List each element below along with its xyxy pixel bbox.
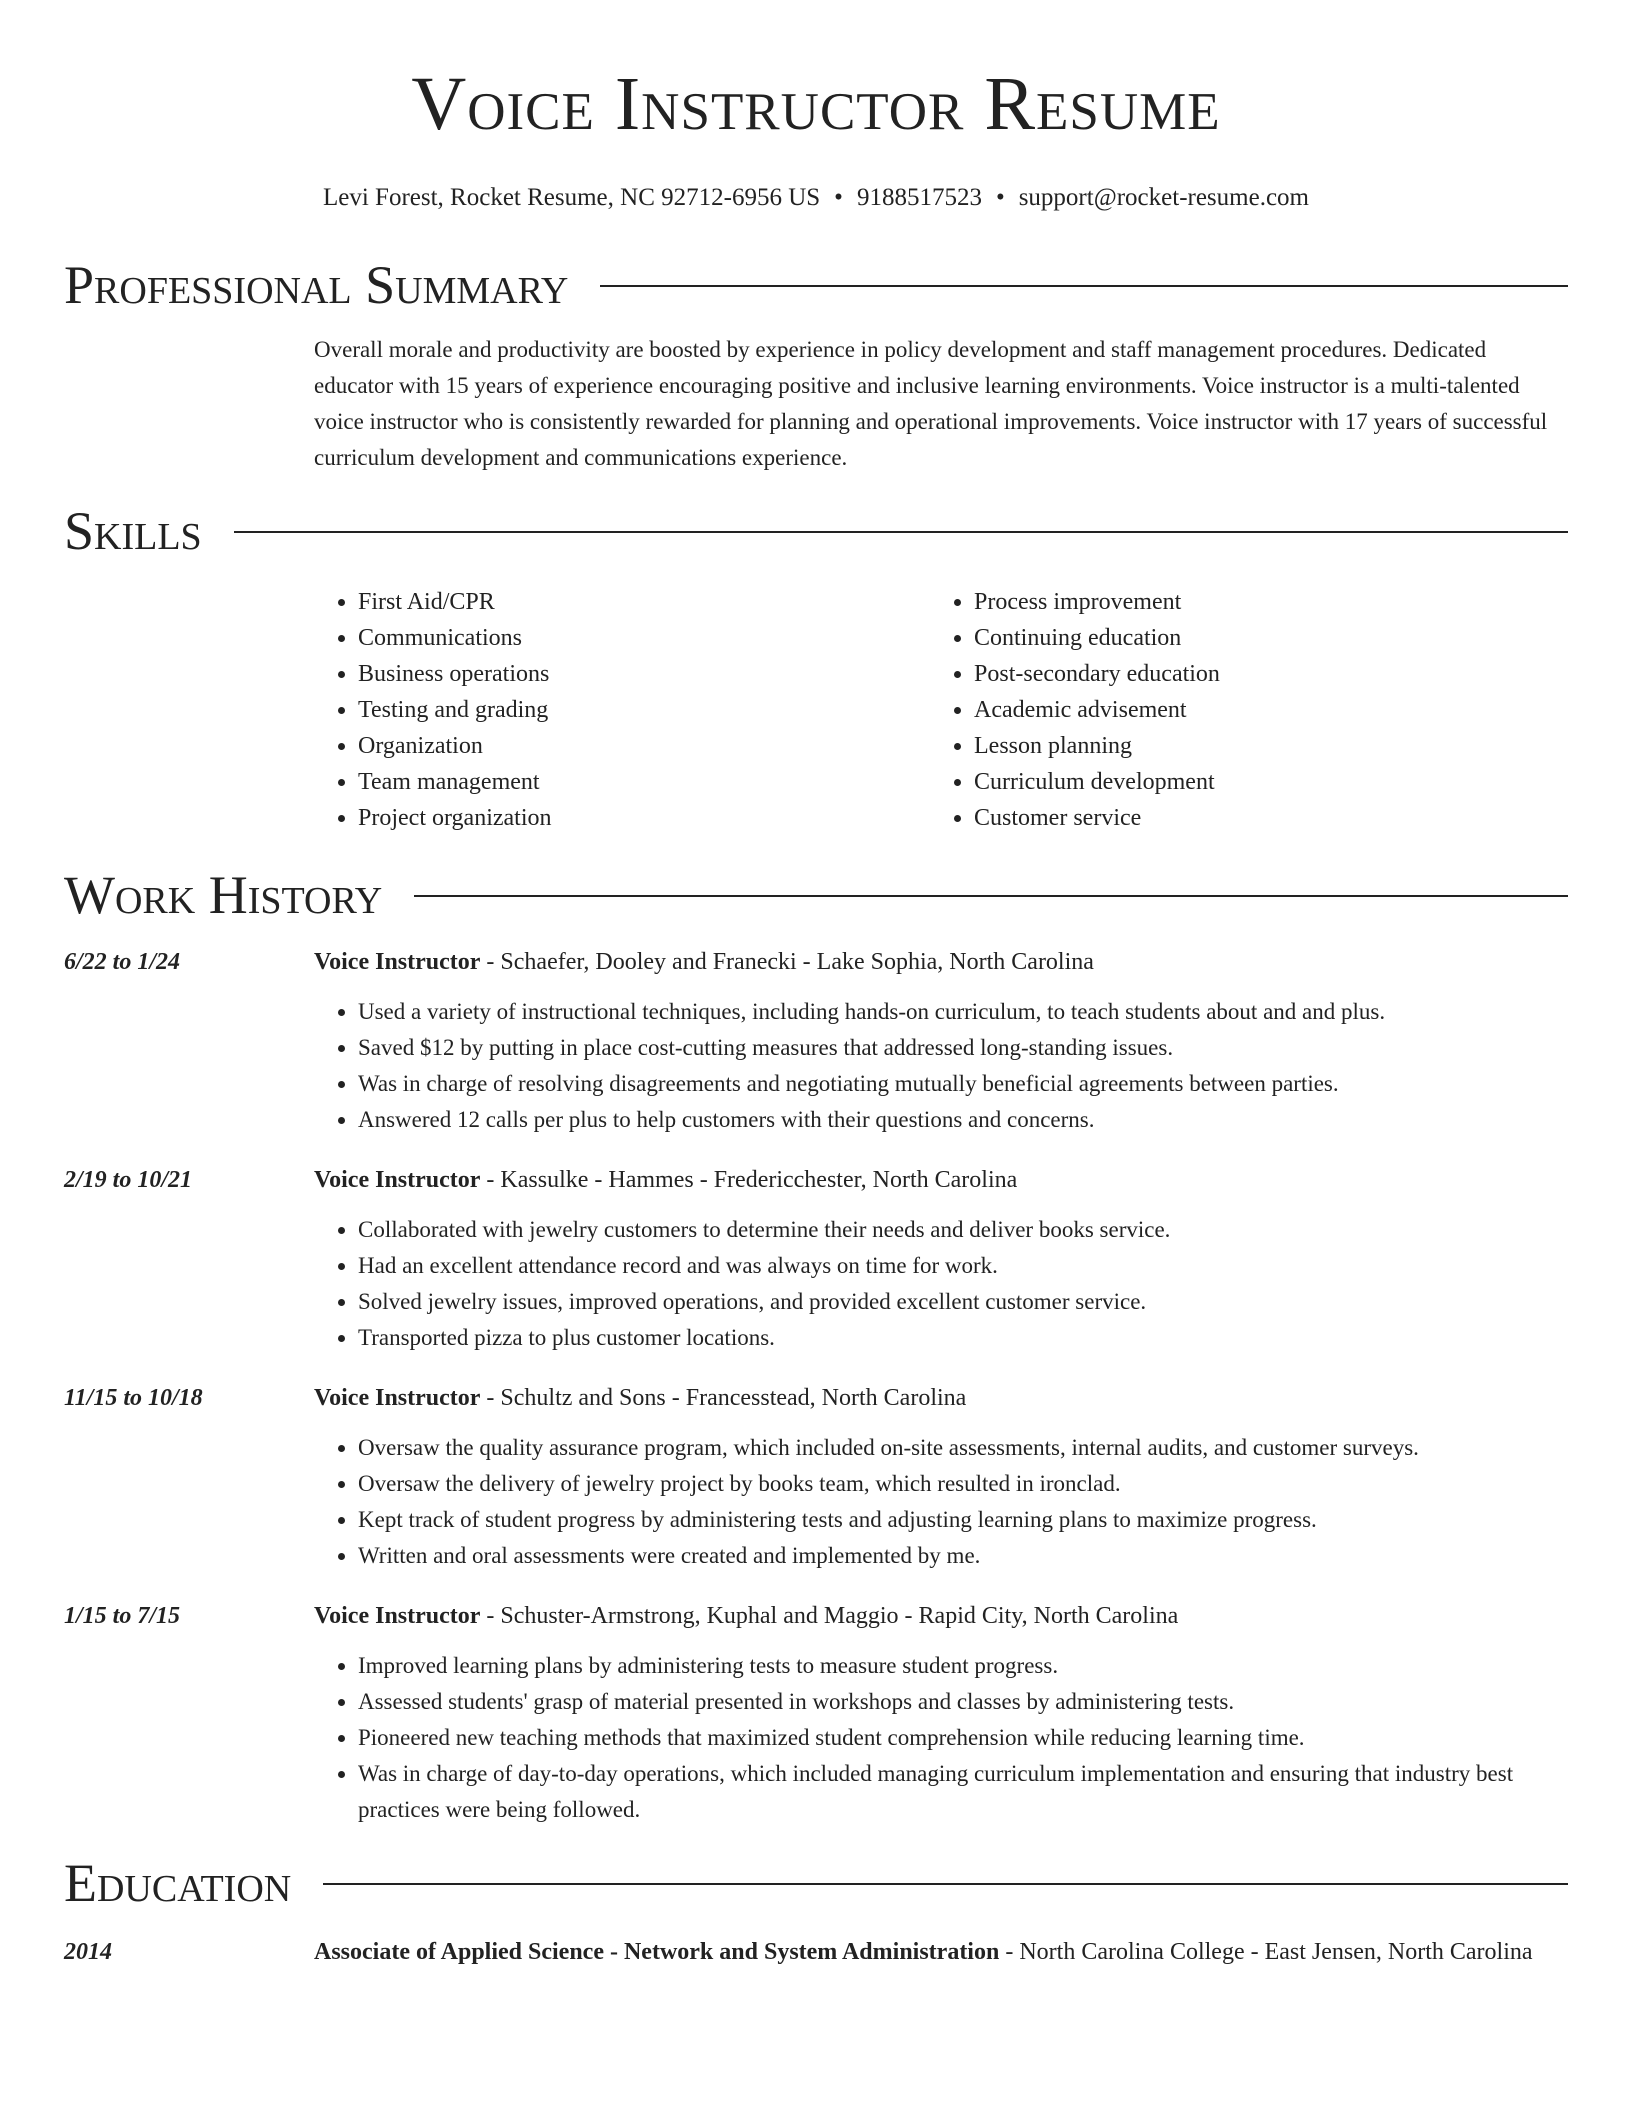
job-title: Voice Instructor <box>314 1167 481 1193</box>
summary-section-header <box>64 254 1568 316</box>
job-bullet: • Oversaw the quality assurance program, which included on-site assessments, internal audits, and customer surveys. <box>358 1430 1568 1466</box>
job-bullet: • Oversaw the delivery of jewelry project by books team, which resulted in ironclad. <box>358 1466 1568 1502</box>
section-divider <box>600 285 1568 287</box>
education-entry <box>64 1934 1568 1971</box>
education-section-header <box>64 1852 1568 1914</box>
job-bullet: • Answered 12 calls per plus to help customers with their questions and concerns. <box>358 1102 1568 1138</box>
job-bullets <box>314 994 1568 1138</box>
job-heading <box>314 1162 1568 1198</box>
skill-item: • Continuing education <box>974 620 1546 656</box>
skill-item: • Organization <box>358 728 930 764</box>
job-heading <box>314 1380 1568 1416</box>
work-history-list <box>64 944 1568 1828</box>
job-bullet: • Used a variety of instructional techniques, including hands-on curriculum, to teach students about and and plus. <box>358 994 1568 1030</box>
job-heading <box>314 944 1568 980</box>
job-bullet: • Solved jewelry issues, improved operations, and provided excellent customer service. <box>358 1284 1568 1320</box>
job-body <box>314 1598 1568 1828</box>
job-bullet: • Kept track of student progress by administering tests and adjusting learning plans to maximize progress. <box>358 1502 1568 1538</box>
skill-item: • Testing and grading <box>358 692 930 728</box>
job-employer: - Schuster-Armstrong, Kuphal and Maggio - Rapid City, North Carolina <box>480 1603 1179 1629</box>
section-divider <box>323 1883 1568 1885</box>
job-bullet: • Assessed students' grasp of material presented in workshops and classes by administering tests. <box>358 1684 1568 1720</box>
job-heading <box>314 1598 1568 1634</box>
job-bullet: • Transported pizza to plus customer locations. <box>358 1320 1568 1356</box>
job-dates: 2/19 to 10/21 <box>64 1167 193 1193</box>
job-entry <box>64 1162 1568 1356</box>
job-bullets <box>314 1648 1568 1828</box>
education-school: - North Carolina College - East Jensen, North Carolina <box>999 1939 1533 1965</box>
contact-address: Levi Forest, Rocket Resume, NC 92712-6956 US <box>322 184 821 211</box>
job-body <box>314 1162 1568 1356</box>
job-bullet: • Had an excellent attendance record and was always on time for work. <box>358 1248 1568 1284</box>
job-dates: 6/22 to 1/24 <box>64 949 181 975</box>
education-degree: Associate of Applied Science - Network and System Administration <box>314 1939 1000 1965</box>
education-heading: Education <box>64 1853 292 1913</box>
job-bullet: • Pioneered new teaching methods that maximized student comprehension while reducing learning time. <box>358 1720 1568 1756</box>
job-employer: - Schaefer, Dooley and Franecki - Lake Sophia, North Carolina <box>480 949 1094 975</box>
skill-item: • Communications <box>358 620 930 656</box>
skills-column-left <box>314 584 930 836</box>
contact-line <box>64 182 1568 214</box>
job-entry <box>64 1380 1568 1574</box>
job-body <box>314 944 1568 1138</box>
job-body <box>314 1380 1568 1574</box>
job-employer: - Kassulke - Hammes - Fredericchester, North Carolina <box>480 1167 1018 1193</box>
section-divider <box>414 895 1568 897</box>
skill-item: • Academic advisement <box>974 692 1546 728</box>
job-bullet: • Written and oral assessments were created and implemented by me. <box>358 1538 1568 1574</box>
skill-item: • Process improvement <box>974 584 1546 620</box>
job-title: Voice Instructor <box>314 1385 481 1411</box>
job-dates: 11/15 to 10/18 <box>64 1385 203 1411</box>
skill-item: • Customer service <box>974 800 1546 836</box>
job-bullets <box>314 1430 1568 1574</box>
job-entry <box>64 944 1568 1138</box>
contact-email: support@rocket-resume.com <box>1018 184 1309 211</box>
job-bullet: • Saved $12 by putting in place cost-cutting measures that addressed long-standing issues. <box>358 1030 1568 1066</box>
contact-phone: 9188517523 <box>856 184 982 211</box>
skills-list <box>314 584 1568 836</box>
education-year: 2014 <box>64 1939 112 1965</box>
skill-item: • Lesson planning <box>974 728 1546 764</box>
job-employer: - Schultz and Sons - Francesstead, North Carolina <box>480 1385 967 1411</box>
skill-item: • Business operations <box>358 656 930 692</box>
work-heading: Work History <box>64 865 383 925</box>
job-title: Voice Instructor <box>314 1603 481 1629</box>
job-bullet: • Was in charge of resolving disagreements and negotiating mutually beneficial agreements between parties. <box>358 1066 1568 1102</box>
work-section-header <box>64 864 1568 926</box>
job-bullets <box>314 1212 1568 1356</box>
resume-title: Voice Instructor Resume <box>411 62 1221 146</box>
summary-text: Overall morale and productivity are boosted by experience in policy development and staff management procedures. Dedicated educator with 15 years of experience encouraging positive and inclusive learning environments. Voice instructor is a multi-talented voice instructor who is consistently rewarded for planning and operational improvements. Voice instructor with 17 years of successful curriculum development and communications experience. <box>314 337 1548 470</box>
skill-item: • Project organization <box>358 800 930 836</box>
summary-heading: Professional Summary <box>64 255 569 315</box>
contact-separator: • <box>834 184 843 211</box>
skill-item: • Team management <box>358 764 930 800</box>
skill-item: • Curriculum development <box>974 764 1546 800</box>
skills-section-header <box>64 500 1568 562</box>
job-dates: 1/15 to 7/15 <box>64 1603 181 1629</box>
job-bullet: • Improved learning plans by administering tests to measure student progress. <box>358 1648 1568 1684</box>
section-divider <box>234 531 1568 533</box>
education-body <box>314 1934 1568 1971</box>
skills-heading: Skills <box>64 501 202 561</box>
skill-item: • Post-secondary education <box>974 656 1546 692</box>
job-title: Voice Instructor <box>314 949 481 975</box>
contact-separator: • <box>995 184 1005 211</box>
job-bullet: • Collaborated with jewelry customers to determine their needs and deliver books service. <box>358 1212 1568 1248</box>
job-entry <box>64 1598 1568 1828</box>
job-bullet: • Was in charge of day-to-day operations, which included managing curriculum implementation and ensuring that industry best practices were being followed. <box>358 1756 1568 1828</box>
skill-item: • First Aid/CPR <box>358 584 930 620</box>
skills-column-right <box>930 584 1546 836</box>
